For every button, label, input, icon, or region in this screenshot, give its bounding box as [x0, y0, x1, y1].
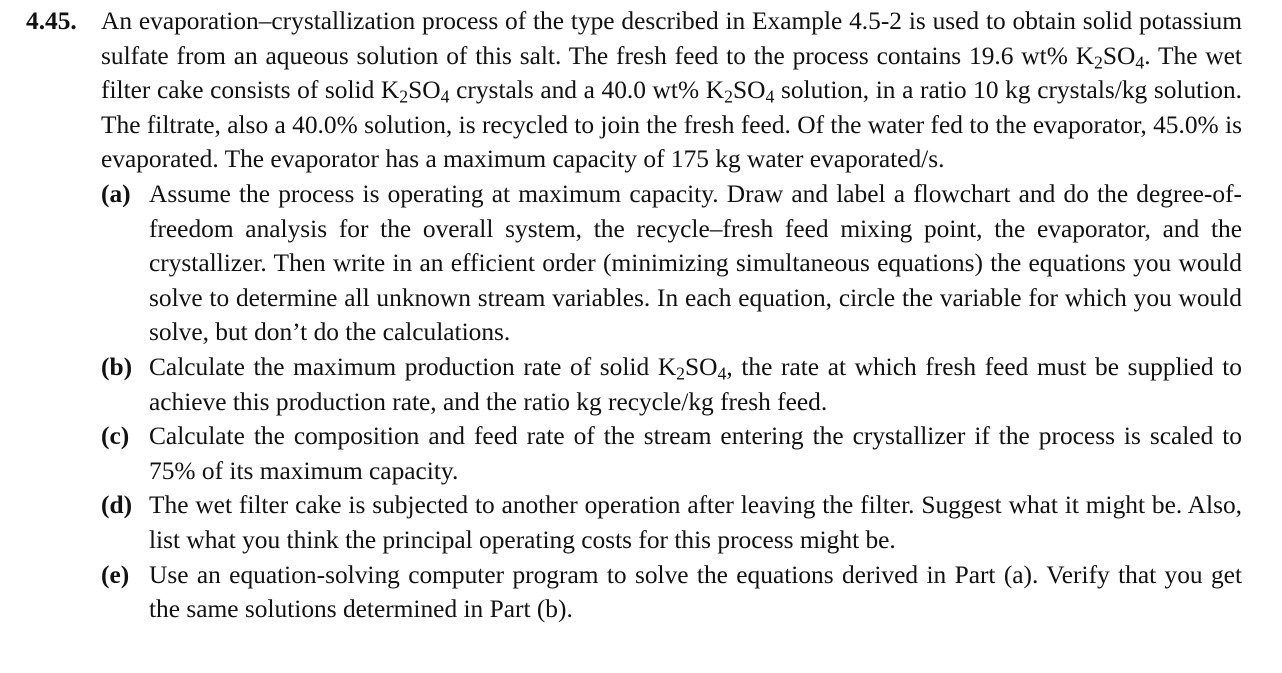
part-text: Assume the process is operating at maximum capacity. Draw and label a flowchart and do the degree-of-freedom analysis for the overall system, the recycle–fresh feed mixing point, the evaporator, and the crystallizer. Then write in an efficient order (minimizing simultaneous equations) the equations you would solve to determine all unknown stream variables. In each equation, circle the variable for which you would solve, but don’t do the calculations.: [149, 179, 1242, 347]
part-label: (b): [101, 352, 133, 381]
problem-part-d: [26, 488, 1242, 557]
problem-intro-text: An evaporation–crystallization process of the type described in Example 4.5-2 is used to obtain solid potassium sulfate from an aqueous solution of this salt. The fresh feed to the process contains 19.6 wt% $K_2SO_4$. The wet filter cake consists of solid $K_2SO_4$ crystals and a 40.0 wt% $K_2SO_4$ solution, in a ratio 10 kg crystals/kg solution. The filtrate, also a 40.0% solution, is recycled to join the fresh feed. Of the water fed to the evaporator, 45.0% is evaporated. The evaporator has a maximum capacity of 175 kg water evaporated/s.: [101, 7, 1243, 174]
chemical-formula: $K_2SO_4$: [380, 76, 450, 107]
problem-part-c: [26, 419, 1242, 488]
part-text: The wet filter cake is subjected to another operation after leaving the filter. Suggest what it might be. Also, list what you think the principal operating costs for this process might be.: [149, 491, 1242, 554]
chemical-formula: $K_2SO_4$: [1075, 41, 1145, 73]
chemical-formula: $K_2SO_4$: [705, 76, 775, 107]
problem-part-a: [26, 177, 1242, 350]
part-text: Use an equation-solving computer program to solve the equations derived in Part (a). Verify that you get the same solutions determined in Part (b).: [149, 560, 1242, 624]
chemical-formula: $K_2SO_4$: [657, 352, 727, 384]
part-label: (d): [101, 491, 133, 520]
part-label: (c): [101, 422, 130, 451]
problem-4-45: [26, 4, 1242, 627]
part-label: (a): [101, 179, 131, 208]
part-text: Calculate the maximum production rate of solid $K_2SO_4$, the rate at which fresh feed must be supplied to achieve this production rate, and the ratio kg recycle/kg fresh feed.: [149, 352, 1243, 416]
problem-part-b: [26, 350, 1242, 419]
problem-parts-list: [26, 177, 1242, 627]
part-label: (e): [101, 560, 130, 589]
part-text: Calculate the composition and feed rate of the stream entering the crystallizer if the process is scaled to 75% of its maximum capacity.: [149, 422, 1242, 485]
problem-statement: [26, 4, 1242, 177]
problem-number: 4.45.: [26, 7, 77, 35]
problem-part-e: [26, 558, 1242, 627]
